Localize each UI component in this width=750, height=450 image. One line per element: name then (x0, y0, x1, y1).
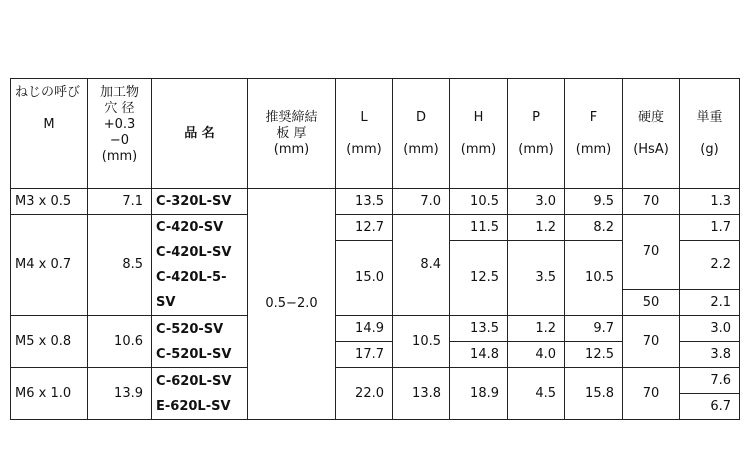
cell-nominal: M4 x 0.7 (11, 215, 88, 316)
header-D-label: D (415, 109, 426, 125)
cell-L: 14.9 (336, 316, 393, 342)
cell-part (152, 316, 248, 368)
part-name: E-620L-SV (156, 398, 231, 414)
header-nominal (11, 79, 88, 189)
header-L-unit: (mm) (346, 141, 382, 157)
header-F (565, 79, 623, 189)
cell-L: 17.7 (336, 342, 393, 368)
cell-hole: 13.9 (88, 368, 152, 420)
header-nominal-label: ねじの呼び (15, 85, 81, 100)
part-name: C-620L-SV (156, 373, 232, 389)
cell-nominal: M5 x 0.8 (11, 316, 88, 368)
header-hole-line5: (mm) (101, 149, 138, 164)
header-hole-line4: −0 (109, 133, 130, 148)
header-plate (248, 79, 336, 189)
cell-H: 13.5 (450, 316, 508, 342)
cell-L: 15.0 (336, 241, 393, 316)
header-F-label: F (589, 109, 598, 125)
header-D-unit: (mm) (403, 141, 439, 157)
cell-D: 10.5 (393, 316, 450, 368)
header-plate-line1: 推奨締結 (265, 109, 318, 125)
cell-weight: 2.2 (680, 241, 740, 290)
cell-hardness: 70 (623, 189, 680, 215)
part-name: C-520-SV (156, 321, 224, 337)
cell-F: 15.8 (565, 368, 623, 420)
cell-F: 8.2 (565, 215, 623, 241)
part-name: C-420-SV (156, 220, 224, 235)
header-hole-line3: +0.3 (103, 117, 136, 132)
cell-hardness: 70 (623, 368, 680, 420)
cell-D: 8.4 (393, 215, 450, 316)
cell-D: 13.8 (393, 368, 450, 420)
cell-F: 12.5 (565, 342, 623, 368)
cell-H: 10.5 (450, 189, 508, 215)
header-part: 品 名 (152, 79, 248, 189)
cell-P: 3.0 (508, 189, 565, 215)
header-weight-unit: (g) (700, 141, 719, 157)
header-nominal-unit: M (43, 117, 55, 132)
cell-P: 4.0 (508, 342, 565, 368)
cell-hole: 10.6 (88, 316, 152, 368)
cell-weight: 1.7 (680, 215, 740, 241)
table-row (11, 189, 740, 215)
cell-L: 22.0 (336, 368, 393, 420)
header-P-unit: (mm) (518, 141, 554, 157)
table-row (11, 368, 740, 394)
cell-hardness: 50 (623, 290, 680, 316)
cell-F: 9.7 (565, 316, 623, 342)
cell-P: 1.2 (508, 316, 565, 342)
cell-P: 1.2 (508, 215, 565, 241)
header-hardness-unit: (HsA) (633, 141, 669, 157)
cell-nominal: M3 x 0.5 (11, 189, 88, 215)
cell-H: 12.5 (450, 241, 508, 316)
header-plate-line2: 板 厚 (276, 125, 307, 141)
table-row (11, 215, 740, 241)
part-name: C-420L-5-SV (156, 270, 227, 310)
header-hardness-label: 硬度 (637, 109, 664, 125)
header-hardness (623, 79, 680, 189)
header-hole-line1: 加工物 (99, 85, 139, 100)
cell-part (152, 215, 248, 316)
cell-F: 9.5 (565, 189, 623, 215)
cell-weight: 3.8 (680, 342, 740, 368)
part-name: C-520L-SV (156, 346, 232, 362)
cell-weight: 2.1 (680, 290, 740, 316)
cell-H: 18.9 (450, 368, 508, 420)
header-L (336, 79, 393, 189)
header-L-label: L (360, 109, 368, 125)
cell-part: C-320L-SV (152, 189, 248, 215)
header-P-label: P (532, 109, 540, 125)
header-H (450, 79, 508, 189)
cell-weight: 6.7 (680, 394, 740, 420)
cell-F: 10.5 (565, 241, 623, 316)
cell-L: 12.7 (336, 215, 393, 241)
cell-weight: 1.3 (680, 189, 740, 215)
header-hole (88, 79, 152, 189)
cell-weight: 3.0 (680, 316, 740, 342)
cell-hardness: 70 (623, 316, 680, 368)
header-P (508, 79, 565, 189)
header-H-label: H (473, 109, 484, 125)
cell-nominal: M6 x 1.0 (11, 368, 88, 420)
cell-D: 7.0 (393, 189, 450, 215)
cell-hole: 8.5 (88, 215, 152, 316)
table-row (11, 316, 740, 342)
cell-H: 11.5 (450, 215, 508, 241)
header-F-unit: (mm) (575, 141, 612, 157)
cell-weight: 7.6 (680, 368, 740, 394)
cell-plate-thickness: 0.5−2.0 (248, 189, 336, 420)
header-plate-line3: (mm) (273, 141, 310, 157)
cell-L: 13.5 (336, 189, 393, 215)
cell-hardness: 70 (623, 215, 680, 290)
header-D (393, 79, 450, 189)
cell-P: 3.5 (508, 241, 565, 316)
cell-hole: 7.1 (88, 189, 152, 215)
header-row (11, 79, 740, 189)
header-hole-line2: 穴 径 (104, 101, 135, 116)
cell-part (152, 368, 248, 420)
header-weight (680, 79, 740, 189)
cell-H: 14.8 (450, 342, 508, 368)
part-name: C-420L-SV (156, 245, 232, 260)
header-H-unit: (mm) (460, 141, 497, 157)
header-weight-label: 単重 (696, 109, 723, 125)
cell-P: 4.5 (508, 368, 565, 420)
spec-table (10, 78, 740, 420)
